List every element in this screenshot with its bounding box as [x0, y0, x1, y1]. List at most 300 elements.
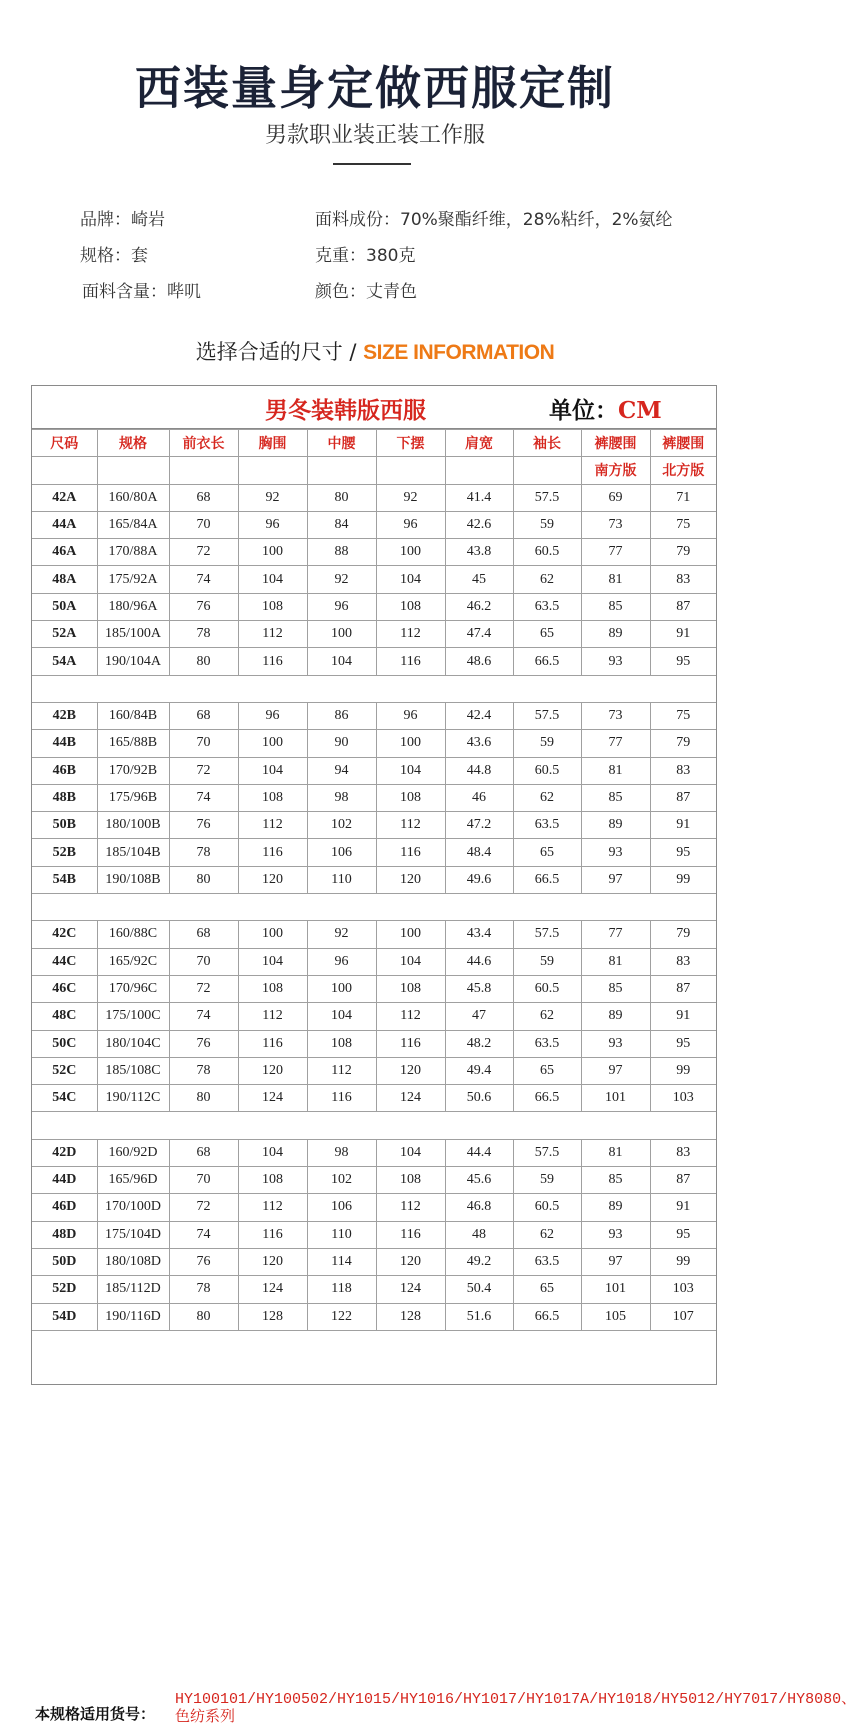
table-group-gap-cell	[445, 1112, 513, 1139]
table-row-cell: 47	[445, 1003, 513, 1030]
table-row-cell: 50A	[32, 593, 97, 620]
size-table-title: 男冬装韩版西服	[265, 397, 426, 424]
table-group-gap-cell	[32, 1112, 97, 1139]
table-row-cell: 70	[169, 511, 238, 538]
table-row-cell: 42.4	[445, 702, 513, 729]
table-row-cell: 48	[445, 1221, 513, 1248]
table-row-cell: 93	[581, 839, 650, 866]
table-row	[32, 621, 716, 648]
table-row-cell: 46D	[32, 1194, 97, 1221]
table-row-cell: 77	[581, 921, 650, 948]
table-row-cell: 112	[238, 1194, 307, 1221]
table-row-cell: 54C	[32, 1085, 97, 1112]
table-row-cell: 60.5	[513, 975, 581, 1002]
table-row	[32, 1248, 716, 1275]
table-row-cell: 91	[650, 1003, 716, 1030]
table-row-cell: 108	[307, 1030, 376, 1057]
table-row-cell: 43.6	[445, 730, 513, 757]
table-row-cell: 83	[650, 948, 716, 975]
table-row-cell: 48.6	[445, 648, 513, 675]
table-group-gap-cell	[445, 675, 513, 702]
table-row-cell: 124	[376, 1085, 445, 1112]
table-row-cell: 100	[376, 730, 445, 757]
spec-content: 面料含量：哔叽	[82, 282, 201, 302]
spec-brand: 品牌：崎岩	[80, 210, 165, 230]
table-row-cell: 116	[238, 1030, 307, 1057]
table-row-cell: 116	[238, 1221, 307, 1248]
table-row-cell: 190/112C	[97, 1085, 169, 1112]
table-row-cell: 116	[376, 648, 445, 675]
table-row-cell: 104	[376, 1139, 445, 1166]
table-row-cell: 98	[307, 1139, 376, 1166]
table-row-cell: 94	[307, 757, 376, 784]
table-row-cell: 112	[307, 1057, 376, 1084]
table-row-cell: 99	[650, 1248, 716, 1275]
table-row-cell: 96	[238, 702, 307, 729]
table-row-cell: 165/88B	[97, 730, 169, 757]
table-row	[32, 975, 716, 1002]
table-row-cell: 85	[581, 593, 650, 620]
table-row	[32, 1303, 716, 1330]
table-row	[32, 1030, 716, 1057]
table-row-cell: 96	[307, 593, 376, 620]
table-row-cell: 165/92C	[97, 948, 169, 975]
table-row-cell: 120	[376, 1057, 445, 1084]
table-group-gap-cell	[581, 675, 650, 702]
table-row-cell: 48A	[32, 566, 97, 593]
table-row-cell: 42C	[32, 921, 97, 948]
table-row-cell: 50C	[32, 1030, 97, 1057]
table-row-cell: 120	[376, 1248, 445, 1275]
table-row-cell: 120	[238, 866, 307, 893]
table-row-cell: 93	[581, 1221, 650, 1248]
table-row-cell: 83	[650, 1139, 716, 1166]
table-row-cell: 108	[376, 784, 445, 811]
table-row-cell: 63.5	[513, 1248, 581, 1275]
table-row-cell: 95	[650, 1030, 716, 1057]
table-row-cell: 44B	[32, 730, 97, 757]
table-row-cell: 59	[513, 730, 581, 757]
table-row-cell: 104	[238, 757, 307, 784]
table-row-cell: 96	[307, 948, 376, 975]
table-row-cell: 80	[169, 1085, 238, 1112]
table-row-cell: 47.2	[445, 812, 513, 839]
table-group-gap-cell	[307, 675, 376, 702]
fit-models-list: HY100101/HY100502/HY1015/HY1016/HY1017/HY1017A/HY1018/HY5012/HY7017/HY8080、色纺系列	[175, 1691, 856, 1726]
table-row-cell: 42D	[32, 1139, 97, 1166]
table-row-cell: 81	[581, 757, 650, 784]
table-row-cell: 90	[307, 730, 376, 757]
table-group-gap	[32, 894, 716, 921]
table-row-cell: 57.5	[513, 1139, 581, 1166]
table-row-cell: 66.5	[513, 1085, 581, 1112]
table-row-cell: 104	[376, 948, 445, 975]
table-row-cell: 42A	[32, 484, 97, 511]
table-row-cell: 102	[307, 1167, 376, 1194]
size-heading	[0, 336, 750, 366]
table-row-cell: 104	[238, 1139, 307, 1166]
table-row-cell: 46	[445, 784, 513, 811]
table-group-gap-cell	[238, 675, 307, 702]
table-row-cell: 86	[307, 702, 376, 729]
table-row-cell: 122	[307, 1303, 376, 1330]
table-row-cell: 99	[650, 1057, 716, 1084]
table-row-cell: 66.5	[513, 866, 581, 893]
table-row-cell: 60.5	[513, 757, 581, 784]
table-row-cell: 116	[376, 1221, 445, 1248]
table-row-cell: 47.4	[445, 621, 513, 648]
table-row-cell: 46B	[32, 757, 97, 784]
table-group-gap-cell	[32, 894, 97, 921]
table-row-cell: 77	[581, 539, 650, 566]
table-row-cell: 74	[169, 566, 238, 593]
table-row-cell: 92	[307, 566, 376, 593]
table-row-cell: 54D	[32, 1303, 97, 1330]
table-row	[32, 1276, 716, 1303]
table-row-cell: 44.6	[445, 948, 513, 975]
table-row-cell: 44C	[32, 948, 97, 975]
table-row-cell: 83	[650, 566, 716, 593]
size-heading-en: SIZE INFORMATION	[363, 341, 555, 364]
table-group-gap-cell	[376, 894, 445, 921]
table-row-cell: 160/88C	[97, 921, 169, 948]
table-row-cell: 81	[581, 1139, 650, 1166]
table-row-cell: 42B	[32, 702, 97, 729]
table-header-row-cell: 规格	[97, 430, 169, 457]
table-row-cell: 54A	[32, 648, 97, 675]
table-row-cell: 78	[169, 1276, 238, 1303]
table-row-cell: 100	[238, 921, 307, 948]
table-row-cell: 104	[238, 566, 307, 593]
table-row-cell: 80	[169, 1303, 238, 1330]
table-row-cell: 112	[376, 812, 445, 839]
table-row-cell: 75	[650, 702, 716, 729]
table-row-cell: 120	[238, 1057, 307, 1084]
table-group-gap-cell	[169, 1112, 238, 1139]
table-group-gap-cell	[650, 1112, 716, 1139]
table-row-cell: 44.4	[445, 1139, 513, 1166]
table-group-gap-cell	[513, 675, 581, 702]
table-row-cell: 45.8	[445, 975, 513, 1002]
table-row-cell: 175/104D	[97, 1221, 169, 1248]
table-row-cell: 65	[513, 1057, 581, 1084]
table-row-cell: 92	[307, 921, 376, 948]
table-row-cell: 128	[238, 1303, 307, 1330]
table-row-cell: 63.5	[513, 812, 581, 839]
table-group-gap-cell	[307, 894, 376, 921]
table-row-cell: 50.4	[445, 1276, 513, 1303]
table-row	[32, 1085, 716, 1112]
table-row	[32, 1167, 716, 1194]
table-row	[32, 812, 716, 839]
table-row-cell: 110	[307, 1221, 376, 1248]
table-row-cell: 73	[581, 511, 650, 538]
table-row-cell: 50B	[32, 812, 97, 839]
table-row-cell: 112	[376, 621, 445, 648]
table-row-cell: 65	[513, 1276, 581, 1303]
table-header-row-cell: 裤腰围	[581, 430, 650, 457]
table-row-cell: 101	[581, 1276, 650, 1303]
table-row-cell: 46.2	[445, 593, 513, 620]
table-row	[32, 1057, 716, 1084]
table-row-cell: 100	[376, 921, 445, 948]
table-row	[32, 784, 716, 811]
table-row-cell: 185/112D	[97, 1276, 169, 1303]
table-row-cell: 91	[650, 621, 716, 648]
table-header-row-cell: 肩宽	[445, 430, 513, 457]
table-row-cell: 100	[307, 975, 376, 1002]
table-row-cell: 160/80A	[97, 484, 169, 511]
table-row-cell: 108	[238, 1167, 307, 1194]
table-row-cell: 62	[513, 784, 581, 811]
table-group-gap-cell	[513, 894, 581, 921]
table-row-cell: 57.5	[513, 921, 581, 948]
table-row-cell: 100	[376, 539, 445, 566]
table-row-cell: 98	[307, 784, 376, 811]
table-row-cell: 52B	[32, 839, 97, 866]
table-row	[32, 702, 716, 729]
table-row-cell: 116	[238, 648, 307, 675]
table-row-cell: 70	[169, 730, 238, 757]
spec-color: 颜色：丈青色	[315, 282, 417, 302]
table-row	[32, 484, 716, 511]
table-row	[32, 757, 716, 784]
table-row-cell: 68	[169, 1139, 238, 1166]
table-row-cell: 73	[581, 702, 650, 729]
table-group-gap-cell	[307, 1112, 376, 1139]
table-row-cell: 190/104A	[97, 648, 169, 675]
table-row-cell: 45	[445, 566, 513, 593]
table-row-cell: 108	[238, 593, 307, 620]
table-subheader-row-cell: 北方版	[650, 457, 716, 484]
table-row-cell: 74	[169, 1003, 238, 1030]
table-row-cell: 185/100A	[97, 621, 169, 648]
table-row-cell: 68	[169, 702, 238, 729]
table-row	[32, 539, 716, 566]
table-row	[32, 866, 716, 893]
table-group-gap-cell	[238, 894, 307, 921]
table-row-cell: 170/88A	[97, 539, 169, 566]
table-row-cell: 96	[376, 702, 445, 729]
title-divider	[333, 163, 411, 165]
size-table	[31, 385, 856, 1726]
table-row-cell: 42.6	[445, 511, 513, 538]
table-row-cell: 78	[169, 839, 238, 866]
table-group-gap-cell	[97, 675, 169, 702]
table-group-gap	[32, 1112, 716, 1139]
table-row-cell: 93	[581, 1030, 650, 1057]
table-row	[32, 730, 716, 757]
table-row-cell: 91	[650, 1194, 716, 1221]
table-row-cell: 62	[513, 566, 581, 593]
table-row-cell: 63.5	[513, 1030, 581, 1057]
table-row	[32, 948, 716, 975]
table-row-cell: 116	[238, 839, 307, 866]
table-header-row-cell: 袖长	[513, 430, 581, 457]
table-row-cell: 160/84B	[97, 702, 169, 729]
table-row-cell: 106	[307, 839, 376, 866]
size-heading-cn: 选择合适的尺寸 /	[195, 340, 364, 364]
table-row-cell: 108	[238, 975, 307, 1002]
table-header-row-cell: 中腰	[307, 430, 376, 457]
table-row-cell: 112	[238, 1003, 307, 1030]
table-group-gap-cell	[169, 675, 238, 702]
table-row-cell: 190/108B	[97, 866, 169, 893]
table-row-cell: 92	[376, 484, 445, 511]
table-row-cell: 85	[581, 784, 650, 811]
table-row-cell: 175/100C	[97, 1003, 169, 1030]
table-row	[32, 1003, 716, 1030]
table-row-cell: 124	[238, 1085, 307, 1112]
unit-label	[549, 392, 662, 425]
table-row-cell: 175/96B	[97, 784, 169, 811]
table-row-cell: 84	[307, 511, 376, 538]
table-row-cell: 104	[307, 1003, 376, 1030]
table-row-cell: 59	[513, 948, 581, 975]
table-subheader-row-cell: 南方版	[581, 457, 650, 484]
table-group-gap-cell	[650, 675, 716, 702]
table-row-cell: 107	[650, 1303, 716, 1330]
table-header-row-cell: 胸围	[238, 430, 307, 457]
table-subheader-row-cell	[513, 457, 581, 484]
table-row-cell: 52A	[32, 621, 97, 648]
table-group-gap-cell	[169, 894, 238, 921]
table-row-cell: 85	[581, 1167, 650, 1194]
table-subheader-row-cell	[376, 457, 445, 484]
table-row-cell: 96	[238, 511, 307, 538]
table-row-cell: 91	[650, 812, 716, 839]
table-row-cell: 96	[376, 511, 445, 538]
table-row-cell: 52C	[32, 1057, 97, 1084]
table-row-cell: 48C	[32, 1003, 97, 1030]
table-row-cell: 165/84A	[97, 511, 169, 538]
table-row-cell: 74	[169, 1221, 238, 1248]
table-row-cell: 65	[513, 621, 581, 648]
table-row-cell: 103	[650, 1085, 716, 1112]
table-row-cell: 120	[238, 1248, 307, 1275]
table-row-cell: 88	[307, 539, 376, 566]
unit-label-text: 单位：	[549, 397, 618, 424]
table-group-gap-cell	[376, 1112, 445, 1139]
table-row-cell: 100	[307, 621, 376, 648]
table-row-cell: 76	[169, 812, 238, 839]
table-row-cell: 70	[169, 1167, 238, 1194]
table-row-cell: 104	[238, 948, 307, 975]
table-row-cell: 108	[238, 784, 307, 811]
table-row-cell: 74	[169, 784, 238, 811]
table-row-cell: 114	[307, 1248, 376, 1275]
table-row-cell: 89	[581, 621, 650, 648]
table-group-gap-cell	[97, 1112, 169, 1139]
table-row-cell: 180/100B	[97, 812, 169, 839]
table-row-cell: 97	[581, 1248, 650, 1275]
table-row	[32, 839, 716, 866]
table-row-cell: 112	[238, 812, 307, 839]
table-row-cell: 48B	[32, 784, 97, 811]
table-row-cell: 76	[169, 1030, 238, 1057]
table-row-cell: 46A	[32, 539, 97, 566]
table-row-cell: 99	[650, 866, 716, 893]
table-row-cell: 165/96D	[97, 1167, 169, 1194]
table-row-cell: 66.5	[513, 1303, 581, 1330]
table-row-cell: 103	[650, 1276, 716, 1303]
unit-value: CM	[618, 397, 662, 424]
table-row-cell: 120	[376, 866, 445, 893]
table-row-cell: 80	[307, 484, 376, 511]
table-row-cell: 180/96A	[97, 593, 169, 620]
table-row-cell: 180/108D	[97, 1248, 169, 1275]
table-row-cell: 104	[376, 757, 445, 784]
table-row-cell: 101	[581, 1085, 650, 1112]
table-row-cell: 87	[650, 975, 716, 1002]
table-subheader-row-cell	[97, 457, 169, 484]
table-group-gap-cell	[97, 894, 169, 921]
table-header-row-cell: 前衣长	[169, 430, 238, 457]
table-subheader-row-cell	[238, 457, 307, 484]
table-row-cell: 175/92A	[97, 566, 169, 593]
table-row-cell: 116	[376, 839, 445, 866]
table-row-cell: 112	[238, 621, 307, 648]
table-row-cell: 83	[650, 757, 716, 784]
table-header-row-cell: 裤腰围	[650, 430, 716, 457]
table-row-cell: 46C	[32, 975, 97, 1002]
table-row-cell: 118	[307, 1276, 376, 1303]
table-row-cell: 76	[169, 593, 238, 620]
table-row-cell: 41.4	[445, 484, 513, 511]
table-row-cell: 60.5	[513, 539, 581, 566]
table-row-cell: 97	[581, 866, 650, 893]
table-row-cell: 100	[238, 730, 307, 757]
table-group-gap-cell	[513, 1112, 581, 1139]
table-group-gap-cell	[581, 1112, 650, 1139]
table-row-cell: 170/92B	[97, 757, 169, 784]
table-row-cell: 62	[513, 1003, 581, 1030]
table-row	[32, 593, 716, 620]
table-row-cell: 44D	[32, 1167, 97, 1194]
table-row	[32, 1221, 716, 1248]
table-row-cell: 95	[650, 648, 716, 675]
table-row	[32, 511, 716, 538]
table-row-cell: 77	[581, 730, 650, 757]
table-row-cell: 80	[169, 866, 238, 893]
table-group-gap-cell	[581, 894, 650, 921]
table-row-cell: 104	[307, 648, 376, 675]
table-row-cell: 110	[307, 866, 376, 893]
table-row-cell: 72	[169, 757, 238, 784]
table-row-cell: 102	[307, 812, 376, 839]
size-grid	[32, 429, 716, 1331]
table-row-cell: 43.4	[445, 921, 513, 948]
table-row-cell: 106	[307, 1194, 376, 1221]
table-row-cell: 72	[169, 975, 238, 1002]
table-row-cell: 87	[650, 593, 716, 620]
table-header-row-cell: 尺码	[32, 430, 97, 457]
table-row-cell: 49.6	[445, 866, 513, 893]
table-row-cell: 116	[307, 1085, 376, 1112]
table-row-cell: 70	[169, 948, 238, 975]
table-row-cell: 69	[581, 484, 650, 511]
table-row-cell: 87	[650, 1167, 716, 1194]
table-row	[32, 1139, 716, 1166]
spec-unit: 规格：套	[80, 246, 148, 266]
table-row-cell: 79	[650, 730, 716, 757]
table-row-cell: 48D	[32, 1221, 97, 1248]
table-row-cell: 85	[581, 975, 650, 1002]
page-subtitle: 男款职业装正装工作服	[264, 123, 485, 148]
table-group-gap-cell	[238, 1112, 307, 1139]
table-row-cell: 48.2	[445, 1030, 513, 1057]
table-row-cell: 71	[650, 484, 716, 511]
